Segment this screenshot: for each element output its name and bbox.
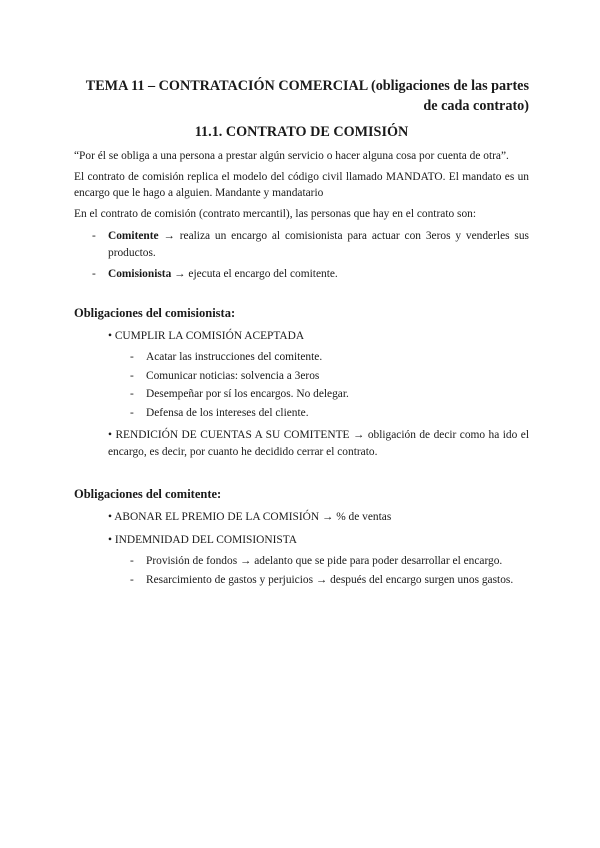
parties-intro-paragraph: En el contrato de comisión (contrato mercantil), las personas que hay en el contrato son:	[74, 207, 477, 220]
bullet-item: • RENDICIÓN DE CUENTAS A SU COMITENTE → obligación de decir como ha ido el encargo, es decir, por cuanto he decidido cerrar el contrato.	[108, 429, 529, 458]
party-term: Comitente	[108, 230, 159, 242]
mandato-paragraph: El contrato de comisión replica el modelo del código civil llamado MANDATO. El mandato es un encargo que le hago a alguien. Mandante y mandatario	[74, 170, 529, 199]
list-item	[74, 266, 529, 283]
arrow-symbol: →	[171, 268, 189, 280]
list-item: - Resarcimiento de gastos y perjuicios → después del encargo surgen unos gastos.	[74, 572, 529, 589]
parties-list	[74, 228, 529, 283]
comisionista-sub-list	[74, 349, 529, 421]
comitente-sub-list	[74, 553, 529, 588]
party-description: ejecuta el encargo del comitente.	[188, 268, 338, 280]
arrow-symbol: →	[158, 230, 180, 242]
document-page	[74, 76, 529, 590]
page-title: TEMA 11 – CONTRATACIÓN COMERCIAL (obligaciones de las partes de cada contrato)	[85, 78, 529, 114]
comisionista-heading: Obligaciones del comisionista:	[74, 305, 236, 320]
list-item: - Desempeñar por sí los encargos. No delegar.	[74, 386, 529, 403]
definition-quote: “Por él se obliga a una persona a prestar algún servicio o hacer alguna cosa por cuenta de otra”.	[74, 150, 509, 162]
section-title: 11.1. CONTRATO DE COMISIÓN	[194, 124, 409, 140]
comitente-heading: Obligaciones del comitente:	[74, 487, 222, 501]
party-description: realiza un encargo al comisionista para actuar con 3eros y venderles sus productos.	[108, 230, 529, 259]
bullet-item: • ABONAR EL PREMIO DE LA COMISIÓN → % de ventas	[108, 511, 392, 523]
bullet-item: • INDEMNIDAD DEL COMISIONISTA	[108, 533, 298, 546]
party-term: Comisionista	[108, 268, 172, 280]
list-item	[74, 228, 529, 261]
list-item: - Acatar las instrucciones del comitente.	[74, 349, 529, 366]
list-item: - Comunicar noticias: solvencia a 3eros	[74, 368, 529, 385]
list-item: - Provisión de fondos → adelanto que se pide para poder desarrollar el encargo.	[74, 553, 529, 570]
bullet-item: • CUMPLIR LA COMISIÓN ACEPTADA	[108, 329, 305, 342]
list-item: - Defensa de los intereses del cliente.	[74, 405, 529, 422]
